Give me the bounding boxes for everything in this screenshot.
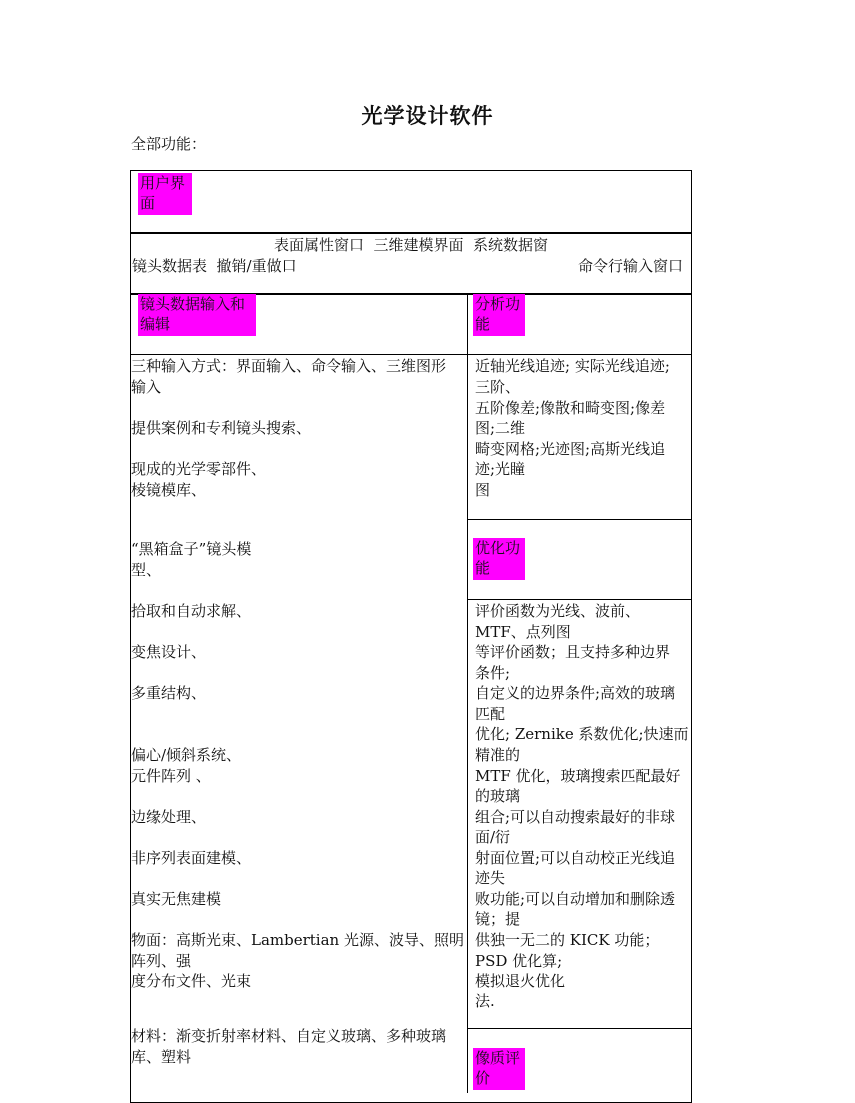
lens-item: 拾取和自动求解、 <box>131 602 252 620</box>
optimization-line: 镜；提 <box>475 910 521 928</box>
heading-line: 能 <box>475 559 491 577</box>
optimization-line: 评价函数为光线、波前、 <box>475 602 641 620</box>
analysis-line: 图 <box>475 481 491 499</box>
user-interface-heading <box>138 173 192 215</box>
lens-item: 度分布文件、光束 <box>131 972 252 990</box>
ui-windows-row: 表面属性窗口 三维建模界面 系统数据窗 <box>273 236 549 254</box>
optimization-line: 射面位置;可以自动校正光线追 <box>475 849 676 867</box>
heading-line: 面 <box>140 194 156 212</box>
optimization-line: 供独一无二的 KICK 功能； <box>475 931 660 949</box>
heading-line: 编辑 <box>140 315 171 333</box>
user-interface-content-cell <box>130 232 692 295</box>
analysis-line: 近轴光线追迹; 实际光线追迹; <box>475 357 670 375</box>
optimization-top-divider <box>467 519 692 520</box>
lens-item: 阵列、强 <box>131 952 192 970</box>
lens-data-heading <box>138 294 256 336</box>
optimization-line: 匹配 <box>475 705 506 723</box>
optimization-line: PSD 优化算; <box>475 952 563 970</box>
analysis-line: 畸变网格;光迹图;高斯光线追 <box>475 440 666 458</box>
optimization-line: 精准的 <box>475 746 521 764</box>
lens-item: 真实无焦建模 <box>131 890 222 908</box>
optimization-line: 面/衍 <box>475 828 511 846</box>
analysis-line: 三阶、 <box>475 378 521 396</box>
heading-line: 镜头数据输入和 <box>140 295 246 313</box>
optimization-line: MTF、点列图 <box>475 623 571 641</box>
document-title: 光学设计软件 <box>361 103 494 128</box>
lens-item: 棱镜模库、 <box>131 481 207 499</box>
optimization-line: 败功能;可以自动增加和删除透 <box>475 890 676 908</box>
heading-line: 优化功 <box>475 539 521 557</box>
user-interface-heading-cell <box>130 170 692 234</box>
analysis-line: 迹;光瞳 <box>475 460 526 478</box>
lens-item: 变焦设计、 <box>131 643 207 661</box>
lens-heading-divider <box>130 354 468 355</box>
heading-line: 价 <box>475 1069 491 1087</box>
heading-line: 像质评 <box>475 1049 521 1067</box>
image-quality-heading <box>473 1048 525 1090</box>
ui-command-window: 命令行输入窗口 <box>577 257 683 275</box>
optimization-line: 法. <box>475 992 495 1010</box>
lens-item: 边缘处理、 <box>131 808 207 826</box>
lens-item: 材料：渐变折射率材料、自定义玻璃、多种玻璃 <box>131 1027 447 1045</box>
lens-item: 型、 <box>131 561 162 579</box>
lens-item: 三种输入方式：界面输入、命令输入、三维图形 <box>131 357 447 375</box>
lens-item: 多重结构、 <box>131 684 207 702</box>
optimization-line: 等评价函数；且支持多种边界 <box>475 643 671 661</box>
optimization-line: 条件; <box>475 664 511 682</box>
column-divider <box>467 293 468 1093</box>
analysis-heading <box>473 294 525 336</box>
lens-item: 库、塑料 <box>131 1048 192 1066</box>
lens-item: “黑箱盒子”镜头模 <box>131 540 252 558</box>
lens-item: 现成的光学零部件、 <box>131 460 267 478</box>
optimization-line: 优化; Zernike 系数优化;快速而 <box>475 725 689 743</box>
lens-item: 输入 <box>131 378 162 396</box>
optimization-line: 的玻璃 <box>475 787 521 805</box>
analysis-heading-divider <box>467 354 692 355</box>
lens-item: 元件阵列 、 <box>131 767 211 785</box>
lens-item: 提供案例和专利镜头搜索、 <box>131 419 312 437</box>
heading-line: 用户界 <box>140 174 186 192</box>
optimization-heading-divider <box>467 599 692 600</box>
optimization-line: MTF 优化，玻璃搜索匹配最好 <box>475 767 681 785</box>
ui-lens-table-row: 镜头数据表 撤销/重做口 <box>132 257 297 275</box>
lens-item: 偏心/倾斜系统、 <box>131 746 242 764</box>
heading-line: 分析功 <box>475 295 521 313</box>
optimization-line: 组合;可以自动搜索最好的非球 <box>475 808 676 826</box>
document-subtitle: 全部功能： <box>131 135 207 153</box>
analysis-line: 图;二维 <box>475 419 526 437</box>
optimization-heading <box>473 538 525 580</box>
heading-line: 能 <box>475 315 491 333</box>
analysis-line: 五阶像差;像散和畸变图;像差 <box>475 399 666 417</box>
lens-item: 物面：高斯光束、Lambertian 光源、波导、照明 <box>131 931 464 949</box>
optimization-line: 迹失 <box>475 869 506 887</box>
optimization-line: 自定义的边界条件;高效的玻璃 <box>475 684 676 702</box>
image-quality-top-divider <box>467 1028 692 1029</box>
optimization-line: 模拟退火优化 <box>475 972 566 990</box>
lens-item: 非序列表面建模、 <box>131 849 252 867</box>
